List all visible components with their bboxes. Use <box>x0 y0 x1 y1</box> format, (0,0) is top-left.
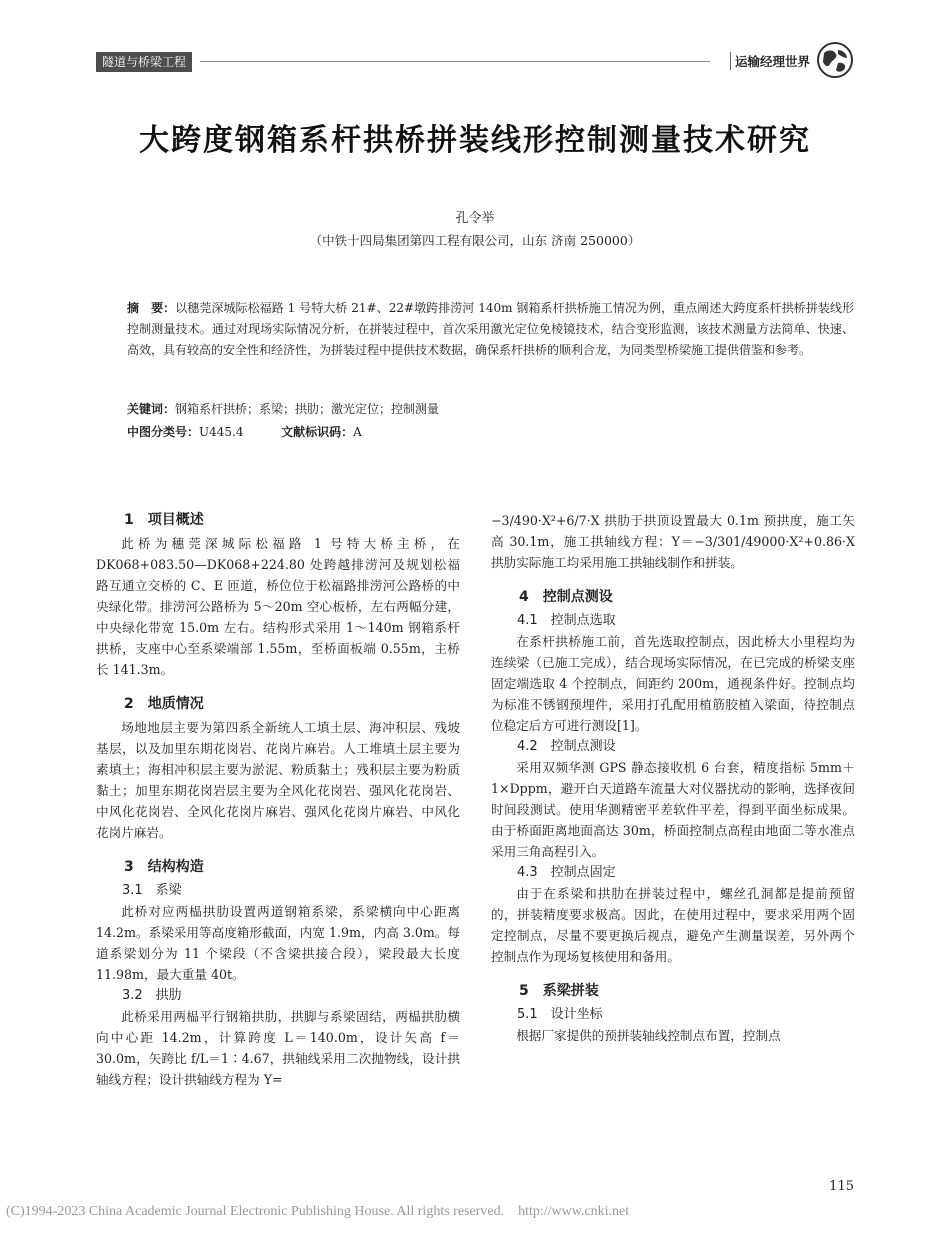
keywords-label: 关键词： <box>127 402 176 416</box>
footer-copyright: (C)1994-2023 China Academic Journal Electronic Publishing House. All rights reserved. http://www.cnki.net <box>6 1204 630 1219</box>
section-label: 隧道与桥梁工程 <box>96 52 192 72</box>
abstract <box>127 298 854 361</box>
paragraph: 根据厂家提供的预拼装轴线控制点布置，控制点 <box>516 1028 781 1043</box>
paragraph: 场地地层主要为第四系全新统人工填土层、海冲积层、残坡基层，以及加里东期花岗岩、花岗片麻岩。人工堆填土层主要为素填土；海相冲积层主要为淤泥、粉质黏土；残积层主要为粉质黏土；加里东期花岗岩层主要为全风化花岗岩、强风化花岗岩、中风化花岗岩、全风化花岗片麻岩、强风化花岗片麻岩、中风化花岗片麻岩。 <box>96 720 460 840</box>
section-heading: 5 系梁拼装 <box>519 983 599 999</box>
author: 孔令举 <box>455 211 495 226</box>
paragraph: 此桥为穗莞深城际松福路 1 号特大桥主桥，在 DK068+083.50—DK068+224.80 处跨越排涝河及规划松福路互通立交桥的 C、E 匝道，桥位位于松福路排涝河公路桥的中央绿化带。排涝河公路桥为 5～20m 空心板桥，左右两幅分建，中央绿化带宽 15.0m 左右。结构形式采用 1～140m 钢箱系杆拱桥，支座中心至系梁端部 1.55m，至桥面板端 0.55m，主桥长 141.3m。 <box>96 536 460 677</box>
subsection-heading: 4.3 控制点固定 <box>517 865 616 880</box>
paragraph: 在系杆拱桥施工前，首先选取控制点，因此桥大小里程均为连续梁（已施工完成），结合现场实际情况，在已完成的桥梁支座固定端选取 4 个控制点，间距约 200m，通视条件好。控制点均为标准不锈钢预埋件，采用打孔配用植筋胶植入梁面，待控制点位稳定后方可进行测设[1]。 <box>491 634 855 733</box>
paragraph: 此桥对应两榀拱肋设置两道钢箱系梁，系梁横向中心距离 14.2m。系梁采用等高度箱形截面，内宽 1.9m，内高 3.0m。每道系梁划分为 11 个梁段（不含梁拱接合段），梁段最大长度 11.98m，最大重量 40t。 <box>96 904 460 982</box>
right-column <box>491 510 855 1046</box>
doc-code-value: A <box>353 425 362 439</box>
section-heading: 3 结构构造 <box>124 859 204 875</box>
section-heading: 1 项目概述 <box>124 512 204 528</box>
paragraph: 由于在系梁和拱肋在拼装过程中，螺丝孔洞都是提前预留的，拼装精度要求极高。因此，在使用过程中，要求采用两个固定控制点，尽量不要更换后视点，避免产生测量误差，另外两个控制点作为现场复核使用和备用。 <box>491 886 855 964</box>
abstract-text: 以穗莞深城际松福路 1 号特大桥 21#、22#墩跨排涝河 140m 钢箱系杆拱桥施工情况为例，重点阐述大跨度系杆拱桥拼装线形控制测量技术。通过对现场实际情况分析，在拼装过程中，首次采用激光定位免棱镜技术，结合变形监测，该技术测量方法简单、快速、高效，具有较高的安全性和经济性，为拼装过程中提供技术数据，确保系杆拱桥的顺利合龙，为同类型桥梁施工提供借鉴和参考。 <box>127 301 854 357</box>
section-heading: 4 控制点测设 <box>519 589 613 605</box>
paragraph: −3/490·X²+6/7·X 拱肋于拱顶设置最大 0.1m 预拱度，施工矢高 30.1m，施工拱轴线方程：Y＝−3/301/49000·X²+0.86·X 拱肋实际施工均采用施工拱轴线制作和拼装。 <box>491 513 855 570</box>
paper-title: 大跨度钢箱系杆拱桥拼装线形控制测量技术研究 <box>139 123 811 158</box>
subsection-heading: 5.1 设计坐标 <box>517 1007 603 1022</box>
left-column <box>96 510 460 1090</box>
doc-code-label: 文献标识码： <box>281 425 354 439</box>
paragraph: 此桥采用两榀平行钢箱拱肋，拱脚与系梁固结，两榀拱肋横向中心距 14.2m，计算跨度 L＝140.0m，设计矢高 f＝30.0m，矢跨比 f/L＝1∶4.67，拱轴线采用二次抛物线，设计拱轴线方程；设计拱轴线方程为 Y= <box>96 1009 460 1087</box>
clc-label: 中图分类号： <box>127 425 200 439</box>
header-rule <box>200 61 710 62</box>
page-number: 115 <box>829 1179 854 1194</box>
subsection-heading: 4.2 控制点测设 <box>517 739 616 754</box>
subsection-heading: 3.2 拱肋 <box>122 988 182 1003</box>
globe-logo-icon <box>816 41 854 79</box>
journal-name: 运输经理世界 <box>730 52 810 70</box>
affiliation: （中铁十四局集团第四工程有限公司，山东 济南 250000） <box>309 233 641 248</box>
keywords-text: 钢箱系杆拱桥；系梁；拱肋；激光定位；控制测量 <box>175 402 440 416</box>
subsection-heading: 3.1 系梁 <box>122 883 182 898</box>
section-heading: 2 地质情况 <box>124 696 204 712</box>
classification <box>127 423 362 440</box>
abstract-label: 摘 要： <box>127 301 176 315</box>
paragraph: 采用双频华测 GPS 静态接收机 6 台套，精度指标 5mm＋1×Dppm，避开白天道路车流量大对仪器扰动的影响，选择夜间时间段测试。使用华测精密平差软件平差，得到平面坐标成果。由于桥面距离地面高达 30m，桥面控制点高程由地面二等水准点采用三角高程引入。 <box>491 760 855 859</box>
clc-value: U445.4 <box>199 425 244 439</box>
subsection-heading: 4.1 控制点选取 <box>517 613 616 628</box>
keywords <box>127 400 439 417</box>
